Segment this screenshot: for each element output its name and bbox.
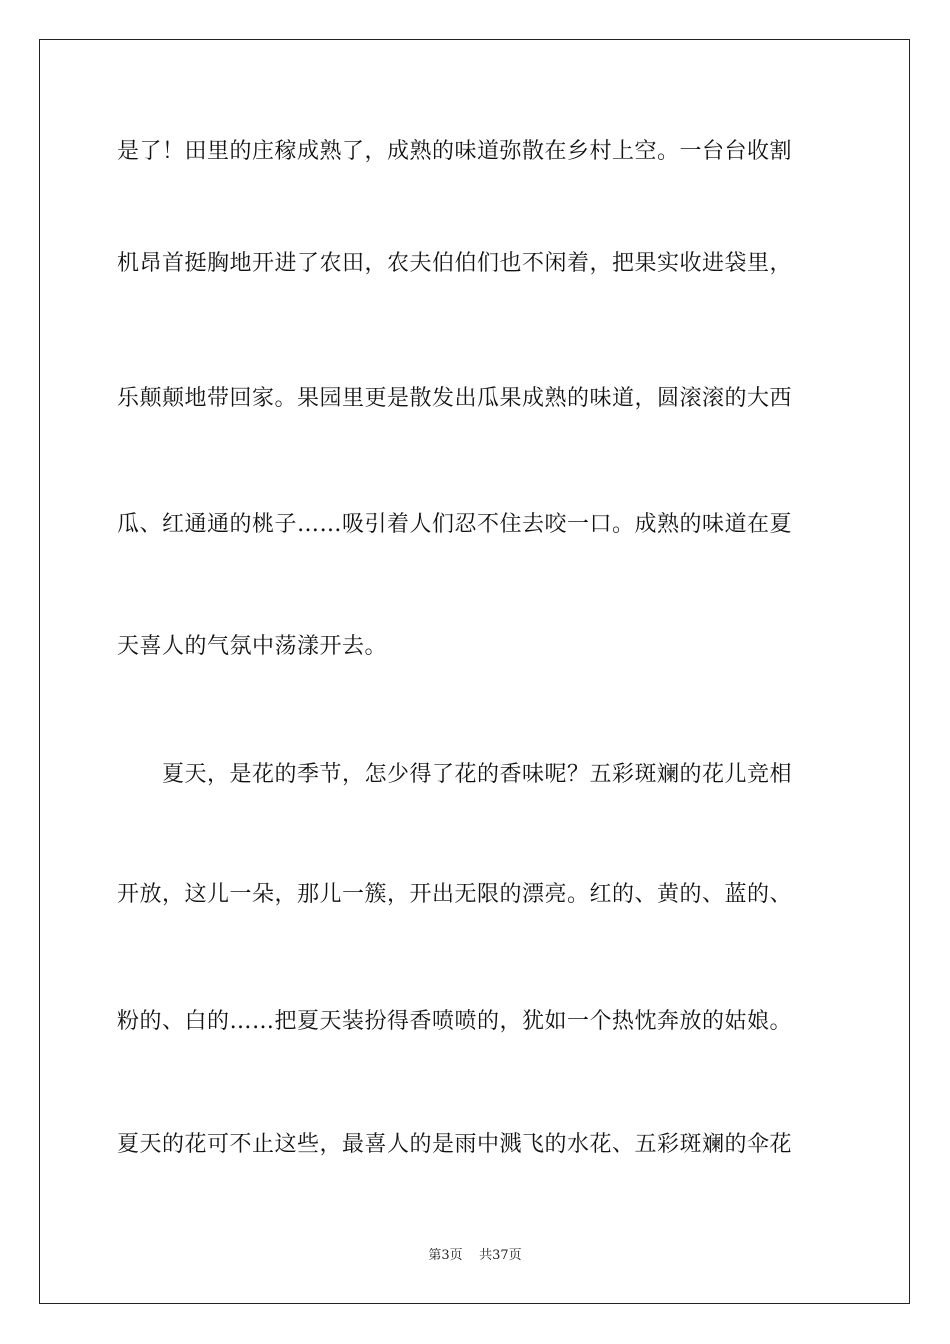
page-border [39,39,910,1304]
text-line: 粉的、白的……把夏天装扮得香喷喷的，犹如一个热忱奔放的姑娘。 [117,1009,793,1034]
text-line: 夏天，是花的季节，怎少得了花的香味呢？五彩斑斓的花儿竞相 [117,762,793,787]
text-line: 是了！田里的庄稼成熟了，成熟的味道弥散在乡村上空。一台台收割 [117,139,793,164]
text-line: 夏天的花可不止这些，最喜人的是雨中溅飞的水花、五彩斑斓的伞花 [117,1132,793,1157]
text-line: 天喜人的气氛中荡漾开去。 [117,634,388,659]
text-line: 开放，这儿一朵，那儿一簇，开出无限的漂亮。红的、黄的、蓝的、 [117,882,793,907]
text-line: 机昂首挺胸地开进了农田，农夫伯伯们也不闲着，把果实收进袋里， [117,251,793,276]
text-line: 乐颠颠地带回家。果园里更是散发出瓜果成熟的味道，圆滚滚的大西 [117,386,793,411]
page-footer [0,1247,950,1265]
page-total: 共37页 [479,1248,522,1263]
text-line: 瓜、红通通的桃子……吸引着人们忍不住去咬一口。成熟的味道在夏 [117,512,793,537]
page-number: 第3页 [428,1248,463,1263]
